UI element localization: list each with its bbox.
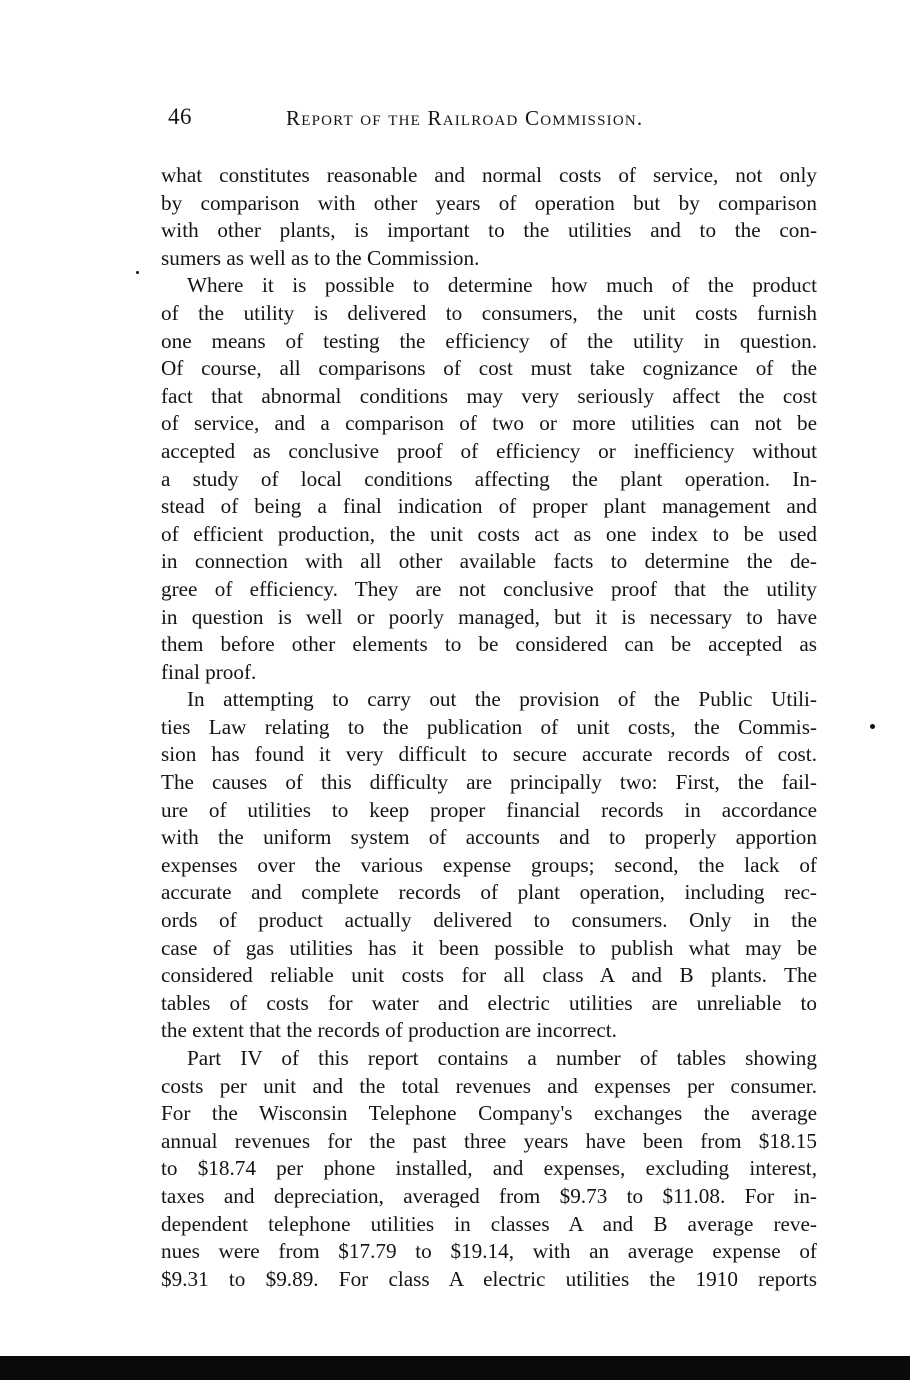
text-line: annual revenues for the past three years have been from $18.15	[161, 1128, 817, 1153]
text-line: stead of being a final indication of proper plant management and	[161, 494, 817, 519]
scan-edge-bar	[0, 1356, 910, 1380]
paragraph-2	[161, 272, 817, 686]
text-line: one means of testing the efficiency of the utility in question.	[161, 328, 817, 353]
text-line: accurate and complete records of plant operation, including rec-	[161, 880, 817, 905]
text-line: to $18.74 per phone installed, and expenses, excluding interest,	[161, 1156, 817, 1181]
paragraph-4	[161, 1045, 817, 1293]
ink-speck	[870, 724, 875, 729]
text-line: nues were from $17.79 to $19.14, with an average expense of	[161, 1239, 817, 1264]
text-line: of the utility is delivered to consumers, the unit costs furnish	[161, 300, 817, 325]
text-line: a study of local conditions affecting the plant operation. In-	[161, 466, 817, 491]
text-line: considered reliable unit costs for all class A and B plants. The	[161, 963, 817, 988]
text-line: The causes of this difficulty are principally two: First, the fail-	[161, 770, 817, 795]
text-line: For the Wisconsin Telephone Company's exchanges the average	[161, 1101, 817, 1126]
paragraph-3	[161, 686, 817, 1045]
text-line: in question is well or poorly managed, but it is necessary to have	[161, 604, 817, 629]
text-line: by comparison with other years of operation but by comparison	[161, 190, 817, 215]
running-head: Report of the Railroad Commission.	[286, 106, 644, 130]
text-line: with the uniform system of accounts and to properly apportion	[161, 825, 817, 850]
ink-speck	[136, 271, 139, 274]
text-line: ure of utilities to keep proper financial records in accordance	[161, 797, 817, 822]
text-line: the extent that the records of production are incorrect.	[161, 1018, 617, 1043]
text-line: costs per unit and the total revenues and expenses per consumer.	[161, 1073, 817, 1098]
text-line: $9.31 to $9.89. For class A electric utilities the 1910 reports	[161, 1266, 817, 1291]
text-line: final proof.	[161, 659, 257, 684]
text-line: expenses over the various expense groups; second, the lack of	[161, 852, 817, 877]
text-line: dependent telephone utilities in classes A and B average reve-	[161, 1211, 817, 1236]
text-line: fact that abnormal conditions may very seriously affect the cost	[161, 383, 817, 408]
text-line: of efficient production, the unit costs act as one index to be used	[161, 521, 817, 546]
page-header	[168, 104, 816, 134]
text-line: taxes and depreciation, averaged from $9.73 to $11.08. For in-	[161, 1183, 817, 1208]
paragraph-1	[161, 162, 817, 272]
text-line: them before other elements to be considered can be accepted as	[161, 632, 817, 657]
text-line: of service, and a comparison of two or more utilities can not be	[161, 411, 817, 436]
text-line: what constitutes reasonable and normal costs of service, not only	[161, 163, 817, 187]
page-number: 46	[168, 104, 192, 129]
text-line: Part IV of this report contains a number of tables showing	[187, 1046, 817, 1070]
text-line: In attempting to carry out the provision of the Public Utili-	[187, 687, 817, 712]
text-line: tables of costs for water and electric utilities are unreliable to	[161, 990, 817, 1015]
text-line: gree of efficiency. They are not conclusive proof that the utility	[161, 576, 817, 601]
body-text	[161, 162, 817, 1293]
text-line: with other plants, is important to the utilities and to the con-	[161, 218, 817, 243]
text-line: sion has found it very difficult to secure accurate records of cost.	[161, 742, 817, 767]
text-line: accepted as conclusive proof of efficiency or inefficiency without	[161, 438, 817, 463]
text-line: Of course, all comparisons of cost must take cognizance of the	[161, 356, 817, 381]
text-line: case of gas utilities has it been possible to publish what may be	[161, 935, 817, 960]
text-line: ties Law relating to the publication of unit costs, the Commis-	[161, 714, 817, 739]
text-line: ords of product actually delivered to consumers. Only in the	[161, 908, 817, 933]
text-line: Where it is possible to determine how much of the product	[187, 273, 817, 298]
text-line: sumers as well as to the Commission.	[161, 245, 480, 270]
text-line: in connection with all other available facts to determine the de-	[161, 549, 817, 574]
